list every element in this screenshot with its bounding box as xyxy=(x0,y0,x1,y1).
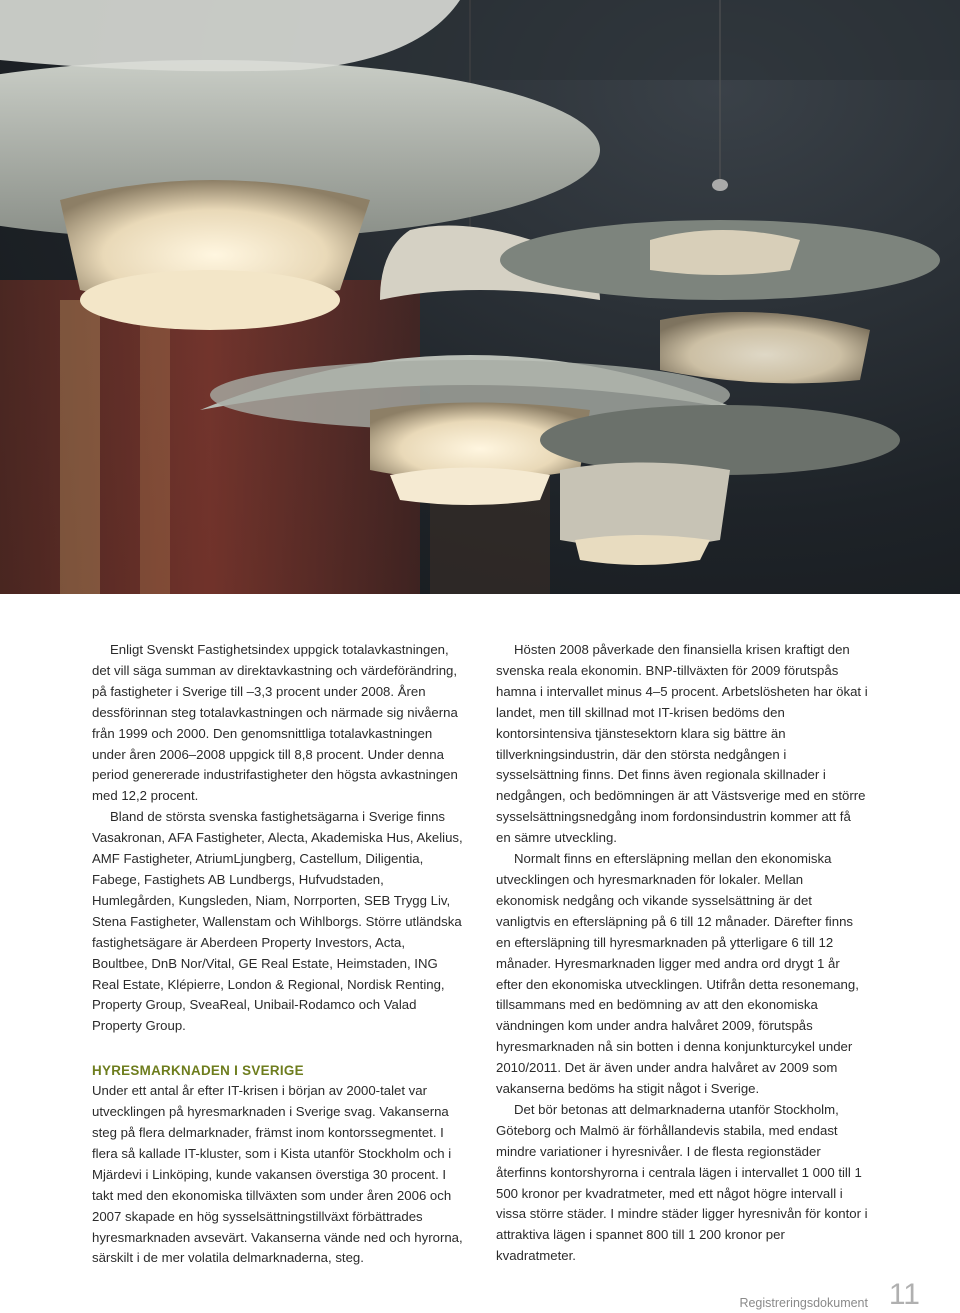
footer-label: Registreringsdokument xyxy=(739,1296,868,1310)
left-column xyxy=(92,640,464,1269)
lamps-illustration xyxy=(0,0,960,594)
paragraph: Hösten 2008 påverkade den finansiella krisen kraftigt den svenska reala ekonomin. BNP-tillväxten för 2009 förutspås hamna i intervallet minus 4–5 procent. Arbetslösheten har ökat i landet, men till skillnad mot IT-krisen bedöms den kontorsintensiva tjänstesektorn klara sig bättre än tillverkningsindustrin, där den största nedgången i sysselsättning finns. Det finns även regionala skillnader i nedgången, och bedömningen är att Västsverige med en större sysselsättningsnedgång inom fordonsindustrin kommer att få en sämre utveckling. xyxy=(496,642,868,846)
pendant-lamps-photo xyxy=(0,0,960,594)
paragraph: Under ett antal år efter IT-krisen i början av 2000-talet var utvecklingen på hyresmarknaden i Sverige svag. Vakanserna steg på flera delmarknader, främst inom kontorssegmentet. I flera så kallade IT-kluster, som i Kista utanför Stockholm och i Mjärdevi i Linköping, kunde vakansen överstiga 30 procent. I takt med den ekonomiska tillväxten som under åren 2006 och 2007 skapade en hög sysselsättningstillväxt förbättrades hyresmarknaden avsevärt. Vakanserna vände ned och hyrorna, särskilt i de mer volatila delmarknaderna, steg. xyxy=(92,1083,463,1266)
paragraph: Enligt Svenskt Fastighetsindex uppgick totalavkastningen, det vill säga summan av direktavkastning och värdeförändring, på fastigheter i Sverige till –3,3 procent under 2008. Åren dessförinnan steg totalavkastningen och närmade sig nivåerna från 1999 och 2000. Den genomsnittliga totalavkastningen under åren 2006–2008 uppgick till 8,8 procent. Under denna period genererade industrifastigheter den högsta avkastningen med 12,2 procent. xyxy=(92,642,458,804)
right-column xyxy=(496,640,868,1267)
paragraph: Bland de största svenska fastighetsägarna i Sverige finns Vasakronan, AFA Fastigheter, Alecta, Akademiska Hus, Akelius, AMF Fastigheter, AtriumLjungberg, Castellum, Diligentia, Fabege, Fastighets AB Lundbergs, Hufvudstaden, Humlegården, Kungsleden, Niam, Norrporten, SEB Trygg Liv, Stena Fastigheter, Wallenstam och Wihlborgs. Större utländska fastighetsägare är Aberdeen Property Investors, Acta, Boultbee, DnB Nor/Vital, GE Real Estate, Heimstaden, ING Real Estate, Klépierre, London & Regional, Nordisk Renting, Property Group, SveaReal, Unibail-Rodamco och Valad Property Group. xyxy=(92,809,463,1034)
page-number: 11 xyxy=(888,1278,920,1311)
section-heading: HYRESMARKNADEN I SVERIGE xyxy=(92,1063,304,1079)
paragraph: Normalt finns en eftersläpning mellan den ekonomiska utvecklingen och hyresmarknaden för lokaler. Mellan ekonomisk nedgång och vikande sysselsättning är det vanligtvis en eftersläpning på 6 till 12 månader. Därefter finns en eftersläpning till hyresmarknaden på ytterligare 6 till 12 månader. Hyresmarknaden ligger med andra ord drygt 1 år efter den ekonomiska utvecklingen. Utifrån detta resonemang, tillsammans med en bedömning av att den ekonomiska vändningen kom under andra halvåret 2009, förutspås hyresmarknaden nå sin botten i denna konjunkturcykel under 2010/2011. Det är även under andra halvåret av 2009 som vakanserna bedöms ha stigit något i Sverige. xyxy=(496,851,859,1097)
paragraph: Det bör betonas att delmarknaderna utanför Stockholm, Göteborg och Malmö är förhållandevis stabila, med endast mindre variationer i hyresnivåer. I de flesta regionstäder återfinns kontorshyrorna i centrala lägen i intervallet 1 000 till 1 500 kronor per kvadratmeter, med ett något högre intervall i vissa större städer. I mindre städer ligger hyresnivån för kontor i attraktiva lägen i spannet 800 till 1 200 kronor per kvadratmeter. xyxy=(496,1101,868,1264)
